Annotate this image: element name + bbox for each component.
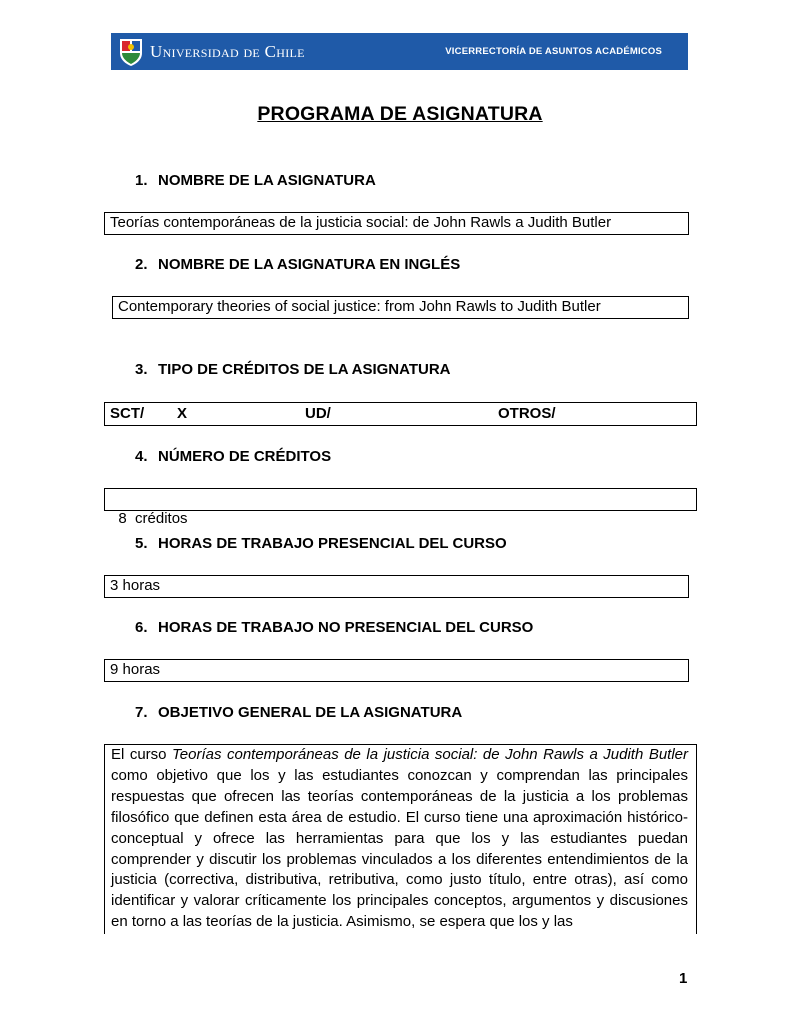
- section-heading-3: 3. TIPO DE CRÉDITOS DE LA ASIGNATURA: [135, 361, 451, 378]
- course-name-english-value: Contemporary theories of social justice: from John Rawls to Judith Butler: [118, 298, 601, 315]
- header-banner: [111, 33, 688, 70]
- objective-course-title: Teorías contemporáneas de la justicia social: de John Rawls a Judith Butler: [172, 746, 688, 763]
- section-heading-5: 5. HORAS DE TRABAJO PRESENCIAL DEL CURSO: [135, 535, 507, 552]
- page-number: 1: [679, 970, 688, 987]
- non-presencial-hours-box: [104, 659, 689, 682]
- objective-box: [104, 744, 697, 934]
- university-name: Universidad de Chile: [150, 42, 305, 61]
- credits-count-box: [104, 488, 697, 527]
- university-crest-icon: [118, 37, 144, 67]
- course-name-english-box: [112, 296, 689, 319]
- objective-paragraph: [111, 745, 688, 933]
- presencial-hours-value: 3 horas: [110, 577, 161, 594]
- sct-label: SCT/: [110, 405, 145, 422]
- credit-types-box: [104, 402, 697, 426]
- section-heading-6: 6. HORAS DE TRABAJO NO PRESENCIAL DEL CURSO: [135, 619, 534, 636]
- section-heading-2: 2. NOMBRE DE LA ASIGNATURA EN INGLÉS: [135, 256, 461, 273]
- ud-label: UD/: [305, 405, 331, 422]
- non-presencial-hours-value: 9 horas: [110, 661, 161, 678]
- page-title: PROGRAMA DE ASIGNATURA: [257, 103, 543, 125]
- presencial-hours-box: [104, 575, 689, 598]
- section-heading-7: 7. OBJETIVO GENERAL DE LA ASIGNATURA: [135, 704, 463, 721]
- course-name-box: [104, 212, 689, 235]
- office-name: VICERRECTORÍA DE ASUNTOS ACADÉMICOS: [445, 46, 662, 57]
- credits-count-value: 8 créditos: [118, 510, 188, 527]
- section-heading-1: 1. NOMBRE DE LA ASIGNATURA: [135, 172, 376, 189]
- course-name-value: Teorías contemporáneas de la justicia social: de John Rawls a Judith Butler: [110, 214, 612, 231]
- otros-label: OTROS/: [498, 405, 556, 422]
- objective-text: como objetivo que los y las estudiantes conozcan y comprendan las principales respuestas que ofrecen las teorías contemporáneas de la justicia a los problemas filosófico que definen esta área de estudio. El curso tiene una aproximación histórico-conceptual y ofrece las herramientas para que los y las estudiantes puedan comprender y discutir los problemas vinculados a los diferentes entendimientos de la justicia (correctiva, distributiva, retributiva, como justo título, entre otras), así como identificar y valorar críticamente los principales conceptos, argumentos y discusiones en torno a las teorías de la justicia. Asimismo, se espera que los y las: [111, 766, 688, 931]
- section-heading-4: 4. NÚMERO DE CRÉDITOS: [135, 448, 332, 465]
- objective-intro: El curso: [111, 746, 167, 763]
- sct-mark: X: [177, 405, 188, 422]
